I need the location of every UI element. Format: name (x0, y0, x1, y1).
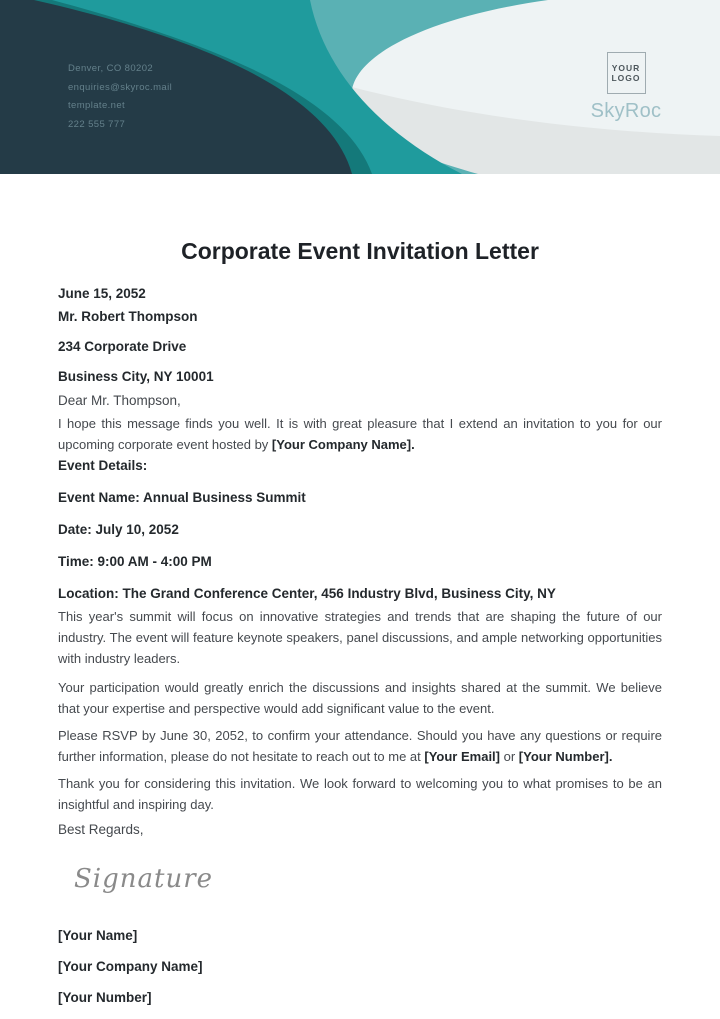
contact-line-phone: 222 555 777 (68, 118, 126, 130)
letter-date: June 15, 2052 (58, 286, 146, 301)
letter-title: Corporate Event Invitation Letter (181, 238, 539, 264)
contact-line-city: Denver, CO 80202 (68, 63, 154, 74)
event-date: Date: July 10, 2052 (58, 522, 179, 537)
event-location: Location: The Grand Conference Center, 456 Industry Blvd, Business City, NY (58, 586, 556, 601)
recipient-address-city: Business City, NY 10001 (58, 369, 214, 384)
letterhead (0, 0, 720, 174)
contact-line-email: enquiries@skyroc.mail (68, 81, 173, 93)
event-time: Time: 9:00 AM - 4:00 PM (58, 554, 212, 569)
recipient-address-street: 234 Corporate Drive (58, 339, 187, 354)
paragraph-summit: This year's summit will focus on innovative strategies and trends that are shaping the future of our industry. The event will feature keynote speakers, panel discussions, and ample networking opportunities with industry leaders. (58, 609, 662, 666)
letter-body (58, 236, 662, 1008)
brand-block (581, 52, 671, 123)
closing: Best Regards, (58, 822, 144, 837)
sender-number-placeholder: [Your Number] (58, 990, 152, 1005)
company-name-placeholder: [Your Company Name]. (271, 437, 415, 452)
contact-line-website: template.net (68, 100, 126, 111)
paragraph-rsvp (58, 725, 662, 767)
paragraph-rsvp-or: or (500, 749, 519, 764)
recipient-name: Mr. Robert Thompson (58, 309, 198, 324)
paragraph-participation: Your participation would greatly enrich the discussions and insights shared at the summit. We believe that your expertise and perspective would add significant value to the event. (58, 680, 662, 716)
signature-script: Signature (74, 864, 214, 894)
salutation: Dear Mr. Thompson, (58, 393, 181, 408)
paragraph-intro-text: I hope this message finds you well. It is with great pleasure that I extend an invitation to you for our upcoming corporate event hosted by (58, 416, 662, 452)
paragraph-thanks: Thank you for considering this invitation. We look forward to welcoming you to what promises to be an insightful and inspiring day. (58, 776, 662, 812)
logo-placeholder (607, 52, 646, 94)
logo-text-top: YOUR (611, 63, 641, 73)
sender-name-placeholder: [Your Name] (58, 928, 138, 943)
paragraph-rsvp-text: Please RSVP by June 30, 2052, to confirm your attendance. Should you have any questions or require further information, please do not hesitate to reach out to me at (58, 728, 662, 764)
paragraph-intro (58, 413, 662, 455)
number-placeholder: [Your Number]. (518, 749, 613, 764)
logo-text-bottom: LOGO (611, 73, 641, 83)
event-details-heading: Event Details: (58, 458, 148, 473)
sender-contact-block (68, 60, 172, 134)
email-placeholder: [Your Email] (424, 749, 500, 764)
brand-name: SkyRoc (590, 100, 662, 122)
sender-company-placeholder: [Your Company Name] (58, 959, 203, 974)
event-name: Event Name: Annual Business Summit (58, 490, 306, 505)
